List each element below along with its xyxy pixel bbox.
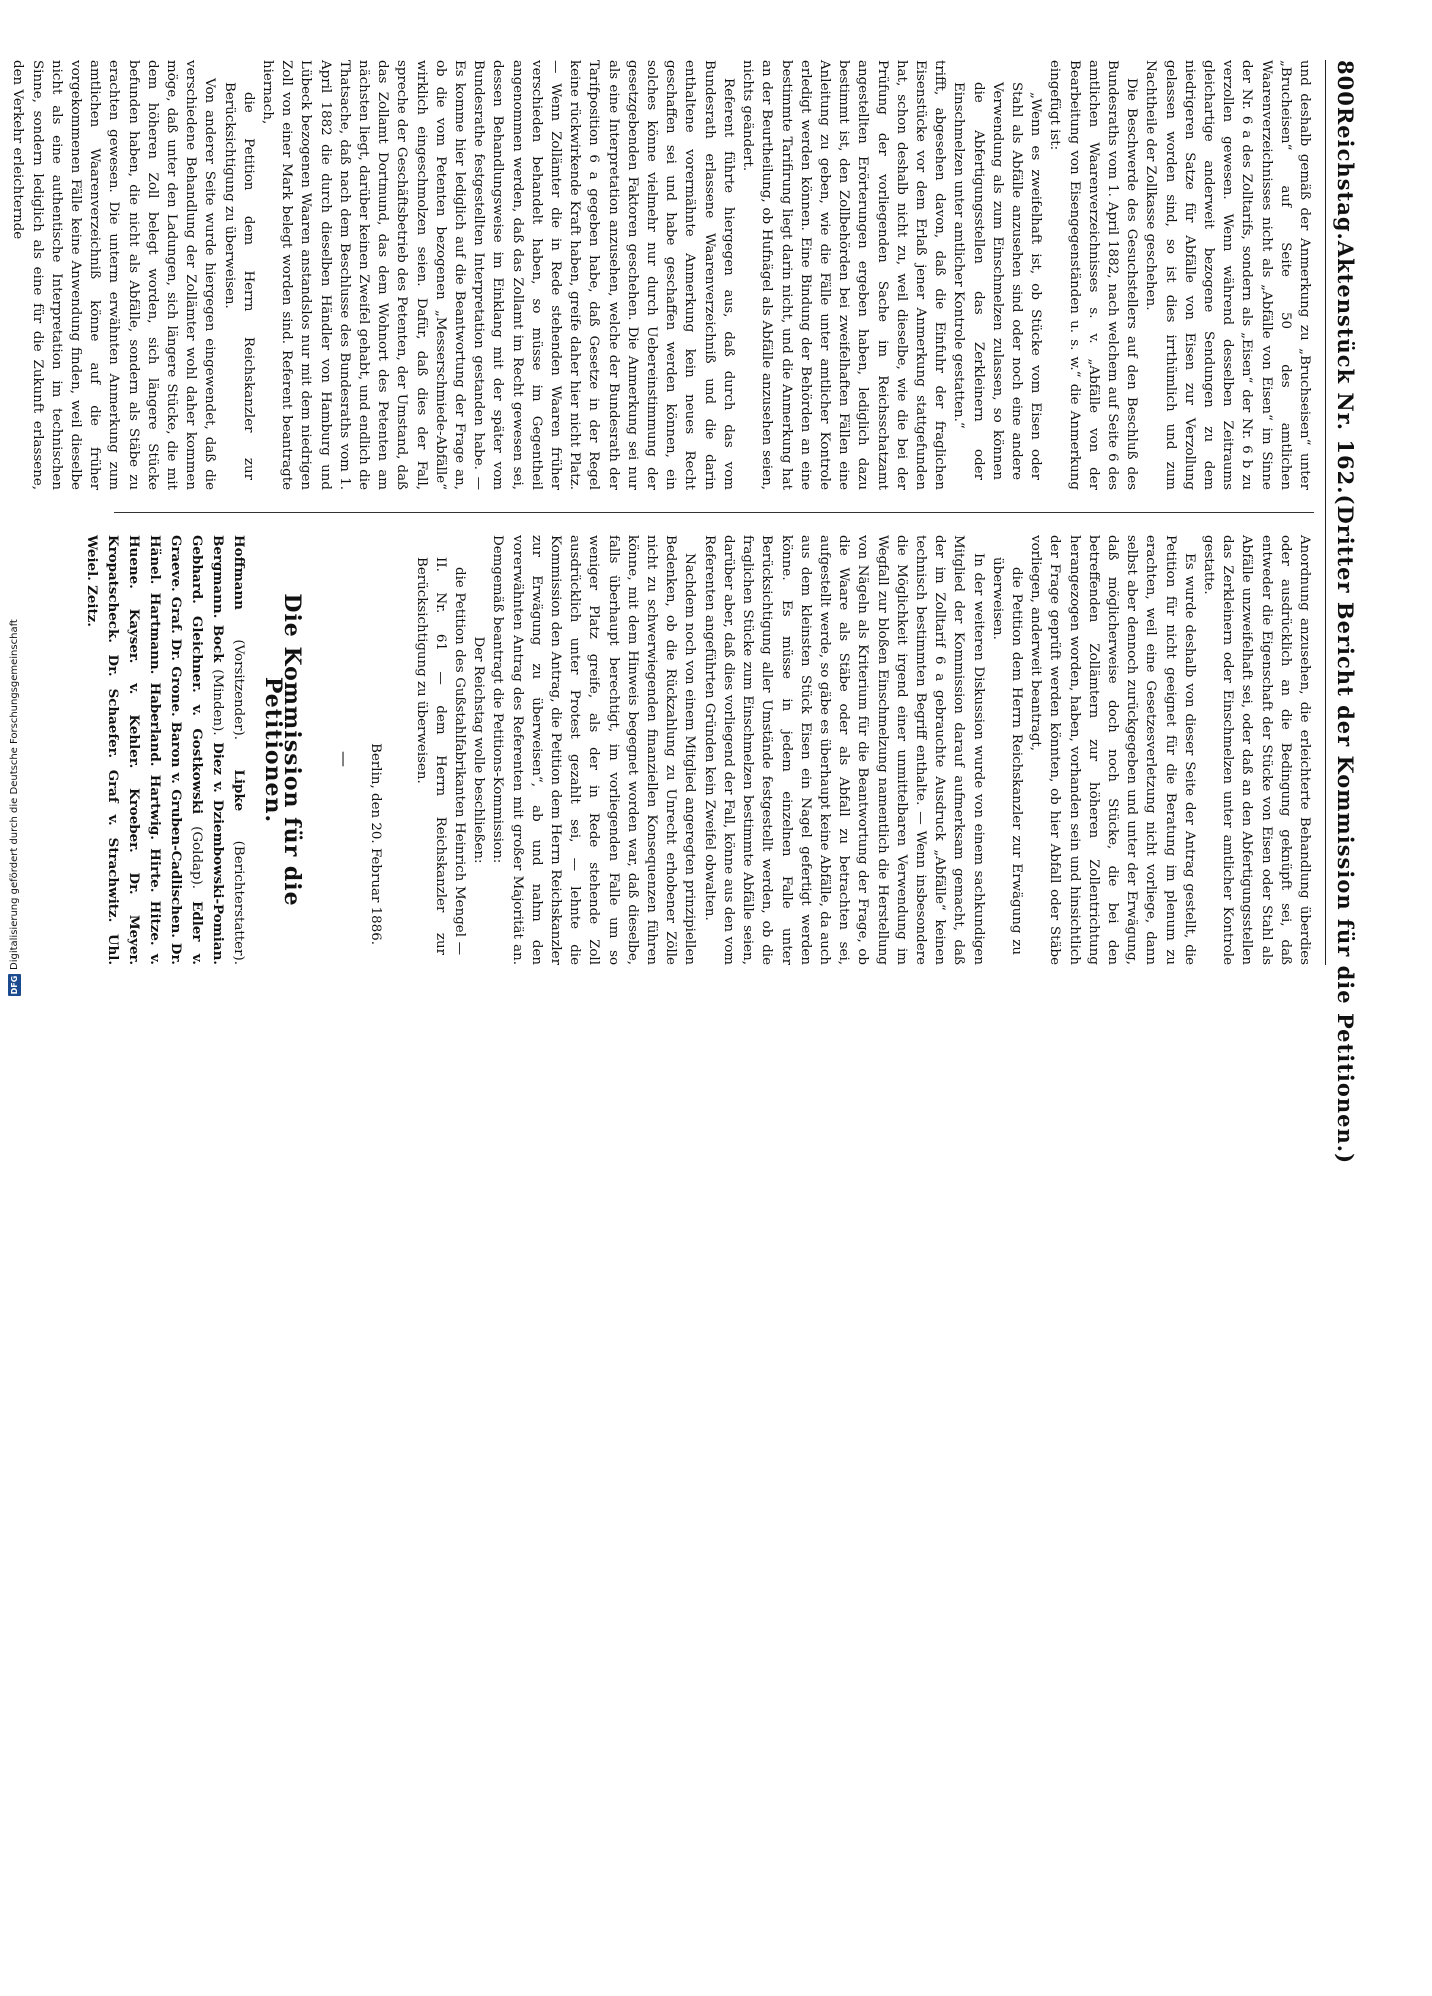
commission-member [147, 683, 162, 767]
dfg-logo-icon: DFG [9, 975, 19, 995]
member-name: Uhl. [104, 933, 121, 965]
member-name: Dr. Schaefer. [104, 654, 121, 759]
commission-member [168, 722, 183, 938]
member-name: Dr. Grone. [167, 638, 184, 717]
footer-text: Digitalisierung gefördert durch die Deutsche Forschungsgemeinschaft [8, 619, 20, 970]
paragraph: In der weiteren Diskussion wurde von einem sachkundigen Mitglied der Kommission darauf aufmerksam gemacht, daß der im Zolltarif 6 a gebrauchte Ausdruck „Abfälle“ keinen technisch bestimmten Begriff enthalte. — Wenn insbesondere die Möglichkeit irgend einer unmittelbaren Verwendung im Wegfall zur bloßen Einschmelzung namentlich die Herstellung von Nägeln als Kriterium für die Beantwortung der Frage, ob die Waare als Stäbe oder als Abfall zu betrachten sei, aufgestellt werde, so gäbe es überhaupt keine Abfälle, da auch aus dem kleinsten Stück Eisen ein Nagel gefertigt werden könne. Es müsse in jedem einzelnen Falle unter Berücksichtigung aller Umstände festgestellt werden, ob die fraglichen Stücke zum Einschmelzen bestimmte Abfälle seien, darüber aber, daß dies vorliegend der Fall, könne aus den vom Referenten angeführten Gründen kein Zweifel obwalten. [701, 535, 986, 965]
member-name: Hartwig. [146, 774, 163, 840]
quotation: „Wenn es zweifelhaft ist, ob Stücke vom Eisen oder Stahl als Abfälle anzusehen sind oder noch eine andere Verwendung als zum Einschmelzen zulassen, so können die Abfertigungsstellen das Zerkleinern oder Einschmelzen unter amtlicher Kontrole gestatten.“ [951, 82, 1044, 480]
commission-member [126, 683, 141, 768]
member-name: v. Kehler. [125, 683, 142, 769]
commission-member [126, 609, 141, 664]
commission-member [189, 616, 204, 693]
paragraph: Nachdem noch von einem Mitglied angeregten prinzipiellen Bedenken, ob die Rückzahlung zu Unrecht erhobener Zölle nicht zu schwerwiegenden finanziellen Konsequenzen führen könne, mit dem Hinweis begegnet worden war, daß dieselbe, falls überhaupt berechtigt, im vorliegenden Falle um so weniger Platz greife, als der in Rede stehende Zoll ausdrücklich unter Protest gezahlt sei, — lehnte die Kommission den Antrag, die Petition dem Herrn Reichskanzler zur Erwägung zu überweisen“, ab und nahm den vorerwähnten Antrag des Referenten mit großer Majorität an. Demgemäß beantragt die Petitions-Kommission: [490, 535, 698, 965]
paragraph: und deshalb gemäß der Anmerkung zu „Bruchseisen“ unter „Brucheisen“ auf Seite 50 des amtlichen Waarenverzeichnisses nicht als „Abfälle von Eisen“ im Sinne der Nr. 6 a des Zolltarifs, sondern als „Eisen“ der Nr. 6 b zu verzollen gewesen. Wenn während desselben Zeitraums gleichartige anderweit bezogene Sendungen zu dem niedrigeren Satze für Abfälle von Eisen zur Verzollung gelassen worden sind, so ist dies irrthümlich und zum Nachtheile der Zollkasse geschehen. [1143, 60, 1312, 490]
publication-name: Reichstag. [1333, 106, 1359, 241]
commission-member [147, 593, 162, 675]
commission-member [231, 535, 246, 740]
commission-member [84, 535, 99, 581]
commission-member [105, 535, 120, 643]
member-name: Bock [209, 624, 226, 663]
member-name: Kroeber. [125, 788, 142, 853]
member-name: Hartmann. [146, 592, 163, 675]
column-divider [114, 512, 1314, 513]
left-column [10, 60, 1314, 490]
commission-member [189, 535, 204, 604]
commission-member [210, 742, 225, 775]
member-note: (Minden). [209, 662, 225, 736]
member-name: Kropatscheck. [104, 535, 121, 643]
commission-member [231, 770, 246, 965]
page-number: 800 [1333, 60, 1359, 107]
commission-member [126, 872, 141, 965]
digitization-footer [4, 619, 26, 1996]
paragraph: Von anderer Seite wurde hiergegen eingewendet, daß die verschiedene Behandlung der Zollämter wohl daher kommen möge, daß unter den Ladungen, sich längere Stücke, die mit dem höheren Zoll belegt worden, sich längere Stücke befunden haben, die nicht als Abfälle, sondern als Stäbe zu erachten gewesen. Die unterm erwähnten Anmerkung zum amtlichen Waarenverzeichniß könne auf die früher vorgekommenen Fälle keine Anwendung finden, weil dieselbe nicht als eine authentische Interpretation im technischen Sinne, sondern lediglich als eine für die Zukunft erlassene, den Verkehr erleichternde [10, 60, 218, 490]
motion: die Petition dem Herrn Reichskanzler zur Erwägung zu überweisen. [989, 557, 1024, 955]
commission-member [189, 705, 204, 889]
member-name: Haberland. [146, 682, 163, 767]
dateline: Berlin, den 20. Februar 1886. [368, 743, 384, 945]
member-name: Diez [209, 742, 226, 776]
member-name: Lipke [230, 769, 247, 812]
commission-member [84, 585, 99, 627]
commission-member [105, 654, 120, 758]
separator: — [335, 751, 355, 767]
member-name: Gebhard. [188, 535, 205, 604]
commission-member [210, 782, 225, 965]
member-name: Gleichner. [188, 615, 205, 693]
resolution-heading: Der Reichstag wolle beschließen: [471, 636, 487, 864]
member-name: Graf. [167, 596, 184, 634]
commission-member [147, 848, 162, 892]
page-header [1325, 60, 1366, 1165]
commission-member [168, 639, 183, 717]
paragraph: Referent führte hiergegen aus, daß durch das vom Bundesrath erlassene Waarenverzeichniß und die darin enthaltene vorermähnte Anmerkung kein neues Recht geschaffen sei und habe geschaffen werden können, ein solches könne vielmehr nur durch Uebereinstimmung der gesetzgebenden Faktoren geschehen. Die Anmerkung sei nur als eine Interpretation anzusehen, welche der Bundesrath der Tarifposition 6 a gegeben habe, daß Gesetze in der Regel keine rückwirkende Kraft haben, greife daher hier nicht Platz. — Wenn Zollämter die in Rede stehenden Waaren früher verschieden behandelt haben, so müsse im Gegentheil angenommen werden, daß das Zollamt im Recht gewesen sei, dessen Behandlungsweise im Einklang mit der später vom Bundesrathe festgestellten Interpretation gestanden habe. — Es komme hier lediglich auf die Beantwortung der Frage an, ob die vom Petenten bezogenen „Messerschmiede-Abfälle“ wirklich eingeschmolzen seien. Dafür, daß dies der Fall, spreche der Geschäftsbetrieb des Petenten, der Umstand, daß das Zollamt Dortmund, das dem Wohnort des Petenten am nächsten liegt, darüber keinen Zweifel gehabt, und endlich die Thatsache, daß nach dem Beschlusse des Bundesraths vom 1. April 1882 die durch dieselben Händler von Hamburg und Lübeck bezogenen Waaren anstandslos nur mit dem niedrigen Zoll von einer Mark belegt worden sind. Referent beantragte hiernach, [260, 60, 736, 490]
paragraph: trifft, abgesehen davon, daß die Einfuhr der fraglichen Eisenstücke vor dem Erlaß jener Anmerkung stattgefunden hat, schon deshalb nicht zu, weil dieselbe, wie die bei der Prüfung der vorliegenden Sache im Reichsschatzamt angestellten Erörterungen ergeben haben, lediglich dazu bestimmt ist, den Zollbehörden bei zweifelhaften Fällen eine Anleitung zu geben, wie die Fälle unter amtlicher Kontrole erledigt werden können. Eine Bindung der Behörden an eine bestimmte Tarifirung liegt darin nicht, und die Anmerkung hat an der Beurtheilung, ob Hufnägel als Abfälle anzusehen seien, nichts geändert. [740, 60, 948, 490]
member-note: (Berichterstatter). [230, 811, 246, 965]
paragraph: Anordnung anzusehen, die erleichterte Behandlung überdies oder ausdrücklich an die Bedingung geknüpft sei, daß entweder die Eigenschaft der Stücke von Eisen oder Stahl als Abfälle unzweifelhaft sei, oder daß an den Abfertigungsstellen das Zerkleinern oder Einschmelzen unter amtlicher Kontrole gestatte. [1200, 535, 1312, 965]
member-name: Zeitz. [83, 585, 100, 627]
member-name: Dr. Hänel. [146, 535, 184, 965]
member-name: Edler v. Graeve. [167, 535, 205, 965]
resolution: die Petition des Gußstahlfabrikanten Heinrich Mengel — II. Nr. 61 — dem Herrn Reichskanzler zur Berücksichtigung zu überweisen. [413, 557, 468, 955]
member-name: v. Dziembowski-Pomian. [209, 781, 226, 965]
commission-member [105, 934, 120, 965]
commission-member [147, 775, 162, 840]
member-name: Bergmann. [209, 535, 226, 619]
member-name: Kayser. [125, 608, 142, 664]
member-name: Weiel. [83, 535, 100, 581]
commission-member [210, 625, 225, 736]
paragraph: Es wurde deshalb von dieser Seite der Antrag gestellt, die Petition für nicht geeignet für die Beratung im plenum zu erachten, weil eine Gesetzesverletzung nicht vorliege, dann selbst aber dennoch zurückgegeben und unter der Erwägung, daß möglicherweise doch noch Stücke, die bei den betreffenden Zollämtern zur höheren Zollentrichtung herangezogen worden, haben, vorhanden sein und hinsichtlich der Frage geprüft werden könnten, ob hier Abfall oder Stäbe vorliegen, anderweit beantragt, [1028, 535, 1197, 965]
commission-member [147, 901, 162, 946]
member-note: (Goldap). [188, 814, 204, 890]
report-subject: (Dritter Bericht der Kommission für die Petitionen.) [1333, 494, 1359, 1165]
commission-member [126, 788, 141, 853]
member-note: (Vorsitzender). [230, 609, 246, 741]
member-name: Dr. Meyer. [125, 872, 142, 965]
member-name: Baron v. Gruben-Cadlischen. [167, 721, 184, 938]
motion: die Petition dem Herrn Reichskanzler zur Berücksichtigung zu überweisen. [221, 82, 256, 480]
member-list [81, 535, 249, 965]
document-number: Aktenstück Nr. 162. [1333, 240, 1359, 495]
paragraph: Die Beschwerde des Gesuchstellers auf den Beschluß des Bundesraths vom 1. April 1882, nach welchem auf Seite 6 des amtlichen Waarenverzeichnisses s. v. „Abfälle von der Bearbeitung von Eisengegenständen u. s. w.“ die Anmerkung eingefügt ist: [1047, 60, 1140, 490]
member-name: v. Gostkowski [188, 704, 205, 815]
commission-member [168, 597, 183, 634]
member-name: Graf v. Strachwitz. [104, 769, 121, 923]
right-column [83, 535, 1314, 965]
member-name: v. Huene. [125, 535, 163, 965]
commission-title: Die Kommission für die Petitionen. [259, 593, 306, 907]
member-name: Hirte. [146, 848, 163, 893]
member-name: Hitze. [146, 900, 163, 946]
member-name: Hoffmann [230, 535, 247, 610]
commission-member [105, 770, 120, 923]
commission-member [210, 535, 225, 618]
